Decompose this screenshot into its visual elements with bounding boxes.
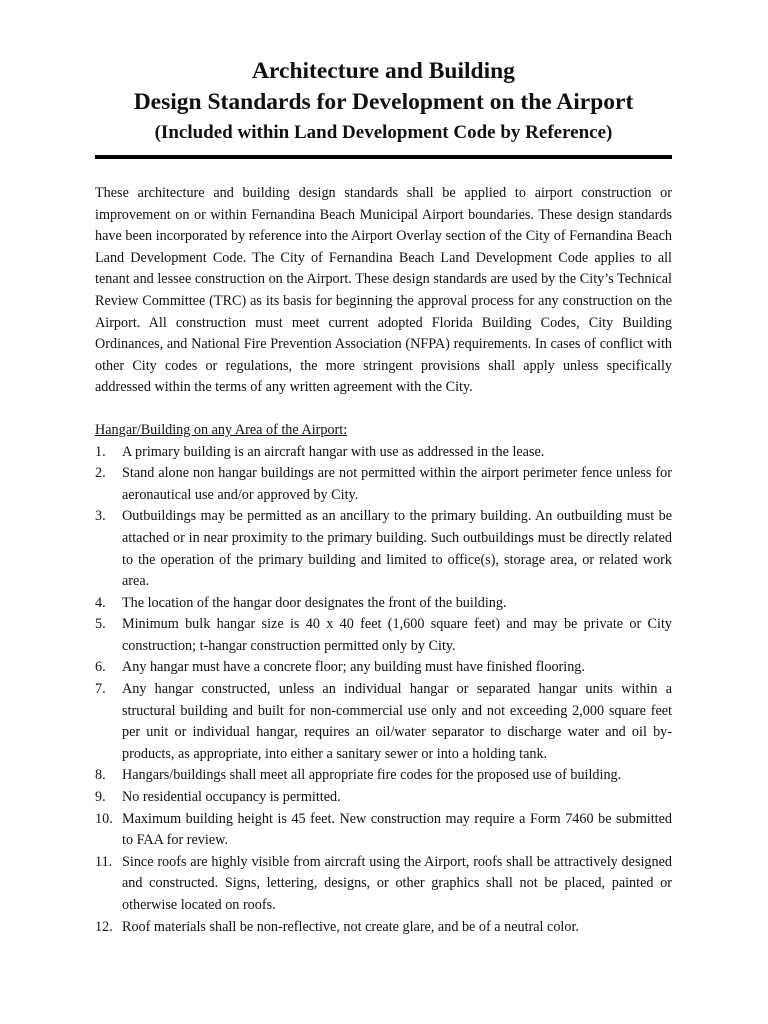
list-item <box>95 917 672 939</box>
title-block <box>95 56 672 159</box>
intro-paragraph: These architecture and building design standards shall be applied to airport construction or improvement on or within Fernandina Beach Municipal Airport boundaries. These design standards have been incorporated by reference into the Airport Overlay section of the City of Fernandina Beach Land Development Code. The City of Fernandina Beach Land Development Code applies to all tenant and lessee construction on the Airport. These design standards are used by the City’s Technical Review Committee (TRC) as its basis for beginning the approval process for any construction on the Airport. All construction must meet current adopted Florida Building Codes, City Building Ordinances, and National Fire Prevention Association (NFPA) requirements. In cases of conflict with other City codes or regulations, the more stringent provisions shall apply unless specifically addressed within the terms of any written agreement with the City. <box>95 185 672 396</box>
item-text: Any hangar constructed, unless an individual hangar or separated hangar units within a structural building and built for non-commercial use only and not exceeding 2,000 square feet per unit or individual hangar, requires an oil/water separator to discharge water and oil by-products, as appropriate, into either a sanitary sewer or into a holding tank. <box>122 681 672 762</box>
item-text: Minimum bulk hangar size is 40 x 40 feet (1,600 square feet) and may be private or City construction; t-hangar construction permitted only by City. <box>122 616 672 654</box>
item-number: 8. <box>95 767 106 784</box>
document-title: Architecture and Building <box>252 58 515 84</box>
item-text: Maximum building height is 45 feet. New construction may require a Form 7460 be submitted to FAA for review. <box>122 810 672 849</box>
section-heading: Hangar/Building on any Area of the Airport: <box>95 421 348 438</box>
item-text: Hangars/buildings shall meet all appropriate fire codes for the proposed use of building. <box>122 767 622 784</box>
list-item <box>95 852 672 917</box>
item-number: 7. <box>95 681 106 698</box>
list-item <box>95 809 672 852</box>
item-number: 2. <box>95 465 106 482</box>
item-number: 12. <box>95 918 113 935</box>
standards-list <box>95 442 672 939</box>
item-number: 6. <box>95 659 106 676</box>
list-item <box>95 463 672 506</box>
item-text: No residential occupancy is permitted. <box>122 789 341 806</box>
list-item <box>95 614 672 657</box>
item-text: Roof materials shall be non-reflective, not create glare, and be of a neutral color. <box>122 918 579 935</box>
list-item <box>95 506 672 592</box>
list-item <box>95 765 672 787</box>
title-divider <box>95 155 672 159</box>
item-number: 1. <box>95 443 106 460</box>
item-text: A primary building is an aircraft hangar with use as addressed in the lease. <box>122 443 545 460</box>
item-text: Stand alone non hangar buildings are not permitted within the airport perimeter fence unless for aeronautical use and/or approved by City. <box>122 465 672 503</box>
document-subtitle: Design Standards for Development on the Airport <box>133 89 634 115</box>
item-text: Since roofs are highly visible from aircraft using the Airport, roofs shall be attractively designed and constructed. Signs, lettering, designs, or other graphics shall not be placed, painted or otherwise located on roofs. <box>122 853 672 913</box>
item-number: 11. <box>95 853 113 870</box>
item-text: Outbuildings may be permitted as an ancillary to the primary building. An outbuilding must be attached or in near proximity to the primary building. Such outbuildings must be directly related to the operation of the primary building and limited to office(s), storage area, or related work area. <box>122 508 672 590</box>
item-number: 4. <box>95 594 106 611</box>
item-text: The location of the hangar door designates the front of the building. <box>122 594 507 611</box>
item-number: 3. <box>95 508 106 525</box>
list-item <box>95 679 672 765</box>
list-item <box>95 657 672 679</box>
item-number: 9. <box>95 789 106 806</box>
item-text: Any hangar must have a concrete floor; any building must have finished flooring. <box>122 659 585 676</box>
list-item <box>95 442 672 464</box>
item-number: 10. <box>95 810 113 827</box>
list-item <box>95 787 672 809</box>
document-note: (Included within Land Development Code by Reference) <box>154 122 613 143</box>
item-number: 5. <box>95 616 106 633</box>
list-item <box>95 593 672 615</box>
